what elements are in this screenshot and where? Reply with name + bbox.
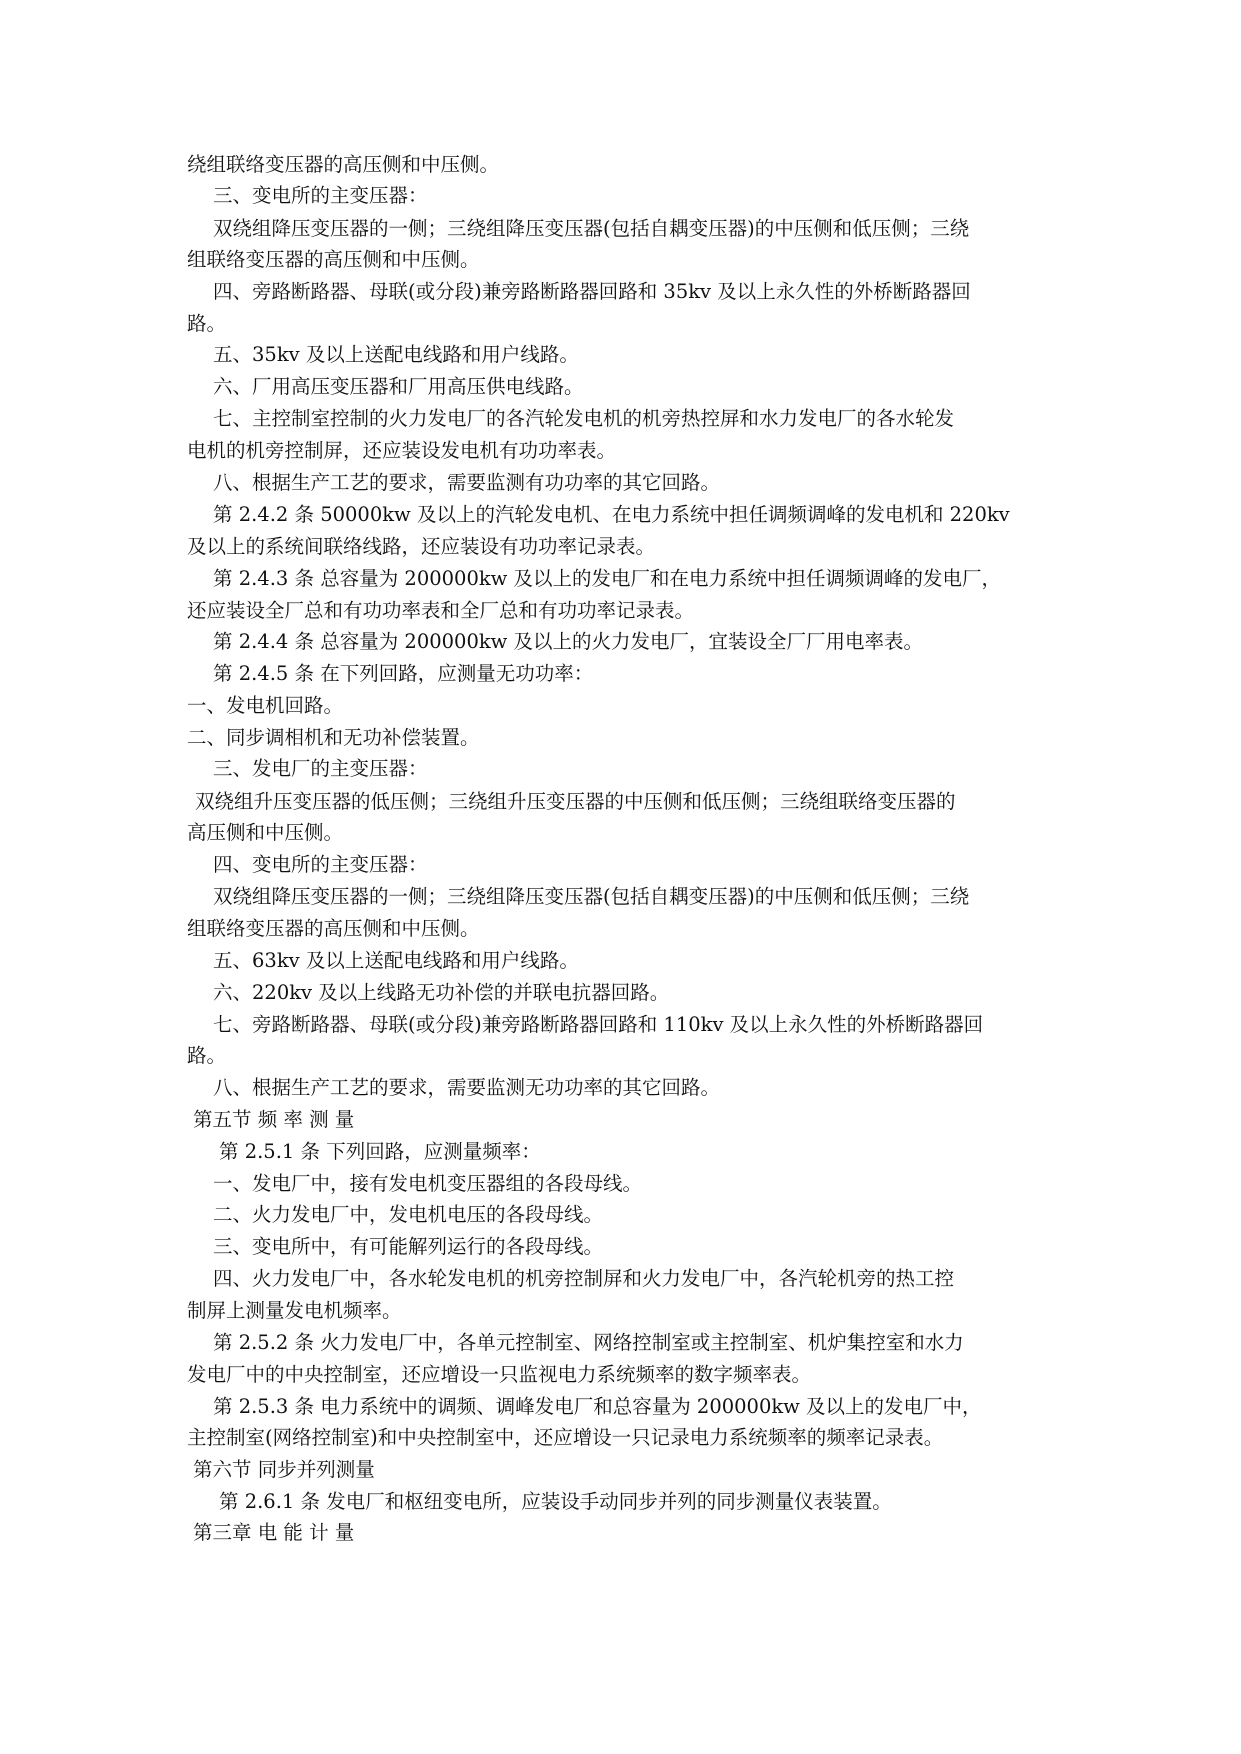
section-heading: 第五节 频 率 测 量 bbox=[193, 1108, 355, 1131]
text-line: 组联络变压器的高压侧和中压侧。 bbox=[187, 917, 480, 940]
text-line: 还应装设全厂总和有功功率表和全厂总和有功功率记录表。 bbox=[187, 599, 695, 622]
text-line: 四、旁路断路器、母联(或分段)兼旁路断路器回路和 35kv 及以上永久性的外桥断路器回 bbox=[213, 280, 971, 303]
text-line: 第 2.6.1 条 发电厂和枢纽变电所，应装设手动同步并列的同步测量仪表装置。 bbox=[219, 1490, 892, 1513]
text-line: 第 2.4.4 条 总容量为 200000kw 及以上的火力发电厂，宜装设全厂厂用电率表。 bbox=[213, 630, 924, 653]
text-line: 五、63kv 及以上送配电线路和用户线路。 bbox=[213, 949, 579, 972]
text-line: 四、火力发电厂中，各水轮发电机的机旁控制屏和火力发电厂中，各汽轮机旁的热工控 bbox=[213, 1267, 955, 1290]
text-line: 五、35kv 及以上送配电线路和用户线路。 bbox=[213, 343, 579, 366]
text-line: 第 2.4.3 条 总容量为 200000kw 及以上的发电厂和在电力系统中担任调频调峰的发电厂， bbox=[213, 567, 1002, 590]
text-line: 组联络变压器的高压侧和中压侧。 bbox=[187, 248, 480, 271]
text-line: 三、变电所中，有可能解列运行的各段母线。 bbox=[213, 1235, 604, 1258]
text-line: 四、变电所的主变压器： bbox=[213, 853, 428, 876]
text-line: 六、厂用高压变压器和厂用高压供电线路。 bbox=[213, 375, 584, 398]
text-line: 双绕组升压变压器的低压侧；三绕组升压变压器的中压侧和低压侧；三绕组联络变压器的 bbox=[195, 790, 956, 813]
text-line: 八、根据生产工艺的要求，需要监测无功功率的其它回路。 bbox=[213, 1076, 721, 1099]
text-line: 第 2.5.2 条 火力发电厂中，各单元控制室、网络控制室或主控制室、机炉集控室和水力 bbox=[213, 1331, 964, 1354]
text-line: 双绕组降压变压器的一侧；三绕组降压变压器(包括自耦变压器)的中压侧和低压侧；三绕 bbox=[213, 217, 970, 240]
text-line: 一、发电机回路。 bbox=[187, 694, 344, 717]
text-line: 六、220kv 及以上线路无功补偿的并联电抗器回路。 bbox=[213, 981, 670, 1004]
text-line: 第 2.4.5 条 在下列回路，应测量无功功率： bbox=[213, 662, 594, 685]
text-line: 制屏上测量发电机频率。 bbox=[187, 1299, 402, 1322]
text-line: 三、发电厂的主变压器： bbox=[213, 757, 428, 780]
text-line: 主控制室(网络控制室)和中央控制室中，还应增设一只记录电力系统频率的频率记录表。 bbox=[187, 1426, 944, 1449]
text-line: 第 2.5.3 条 电力系统中的调频、调峰发电厂和总容量为 200000kw 及以上的发电厂中， bbox=[213, 1395, 982, 1418]
text-line: 高压侧和中压侧。 bbox=[187, 821, 344, 844]
text-line: 电机的机旁控制屏，还应装设发电机有功功率表。 bbox=[187, 439, 617, 462]
text-line: 第 2.5.1 条 下列回路，应测量频率： bbox=[219, 1140, 541, 1163]
text-line: 二、同步调相机和无功补偿装置。 bbox=[187, 726, 480, 749]
text-line: 二、火力发电厂中，发电机电压的各段母线。 bbox=[213, 1203, 604, 1226]
text-line: 七、旁路断路器、母联(或分段)兼旁路断路器回路和 110kv 及以上永久性的外桥断路器回 bbox=[213, 1013, 984, 1036]
text-line: 双绕组降压变压器的一侧；三绕组降压变压器(包括自耦变压器)的中压侧和低压侧；三绕 bbox=[213, 885, 970, 908]
section-heading: 第六节 同步并列测量 bbox=[193, 1458, 375, 1481]
text-line: 一、发电厂中，接有发电机变压器组的各段母线。 bbox=[213, 1172, 643, 1195]
text-line: 路。 bbox=[187, 312, 227, 335]
chapter-heading: 第三章 电 能 计 量 bbox=[193, 1521, 355, 1544]
text-line: 七、主控制室控制的火力发电厂的各汽轮发电机的机旁热控屏和水力发电厂的各水轮发 bbox=[213, 407, 955, 430]
text-line: 绕组联络变压器的高压侧和中压侧。 bbox=[187, 153, 500, 176]
text-line: 第 2.4.2 条 50000kw 及以上的汽轮发电机、在电力系统中担任调频调峰的发电机和 220kv bbox=[213, 503, 1010, 526]
text-line: 及以上的系统间联络线路，还应装设有功功率记录表。 bbox=[187, 535, 656, 558]
text-line: 发电厂中的中央控制室，还应增设一只监视电力系统频率的数字频率表。 bbox=[187, 1363, 812, 1386]
text-line: 八、根据生产工艺的要求，需要监测有功功率的其它回路。 bbox=[213, 471, 721, 494]
text-line: 路。 bbox=[187, 1044, 227, 1067]
text-line: 三、变电所的主变压器： bbox=[213, 184, 428, 207]
